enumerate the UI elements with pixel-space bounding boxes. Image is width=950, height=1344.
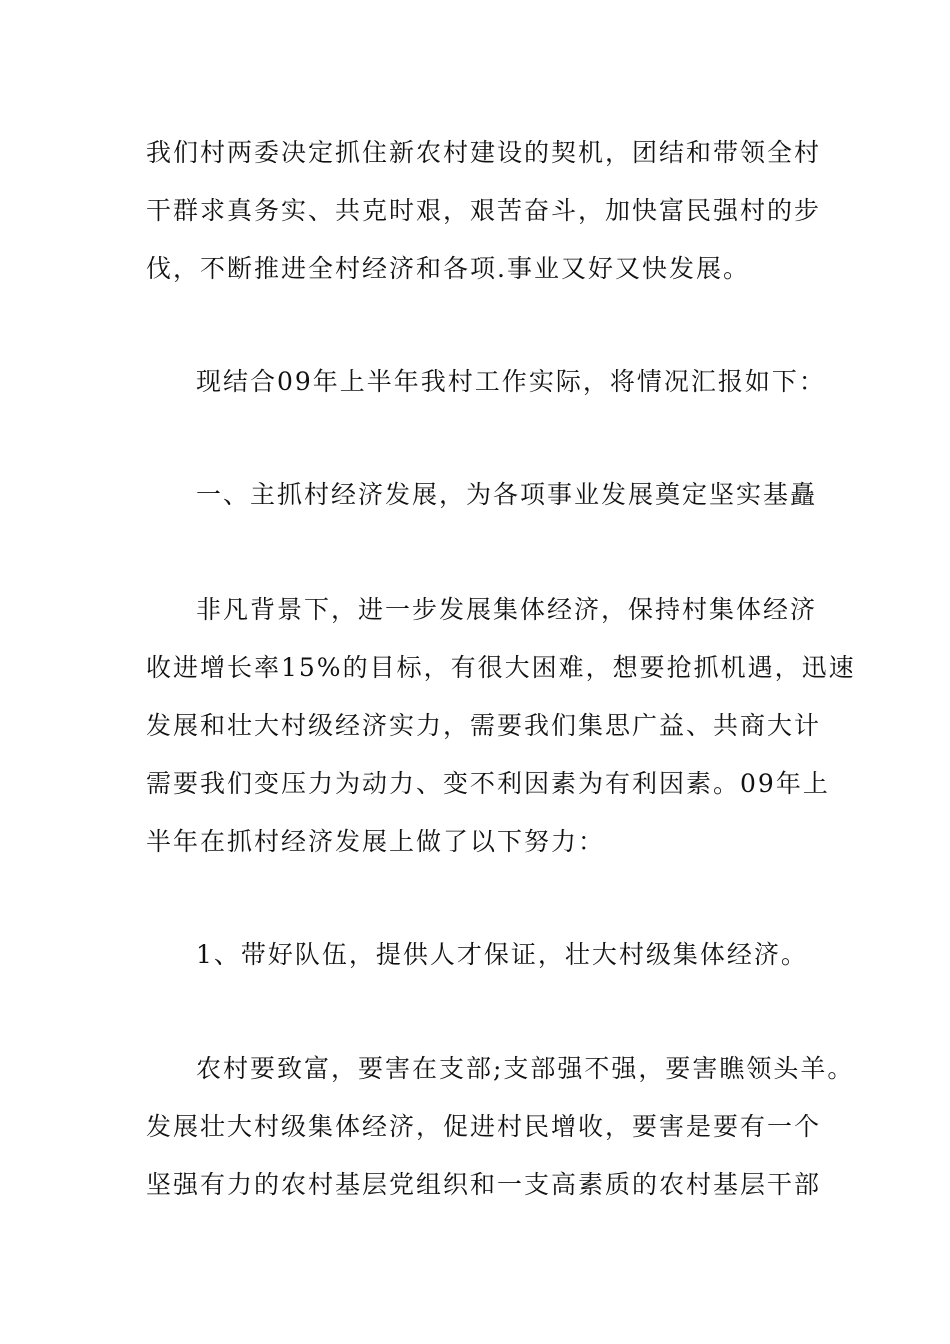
section-heading-2: 1、带好队伍，提供人才保证，壮大村级集体经济。 [196,940,808,969]
paragraph-1-line-1: 我们村两委决定抓住新农村建设的契机，团结和带领全村 [146,138,822,167]
paragraph-3-line-2: 收进增长率15%的目标，有很大困难，想要抢抓机遇，迅速 [146,653,856,682]
paragraph-4-line-3: 坚强有力的农村基层党组织和一支高素质的农村基层干部 [146,1170,822,1199]
paragraph-1-line-3: 伐，不断推进全村经济和各项.事业又好又快发展。 [146,254,750,283]
paragraph-3-line-1: 非凡背景下，进一步发展集体经济，保持村集体经济 [196,595,818,624]
paragraph-3-line-3: 发展和壮大村级经济实力，需要我们集思广益、共商大计 [146,711,822,740]
paragraph-4-line-1: 农村要致富，要害在支部;支部强不强，要害瞧领头羊。 [196,1054,855,1083]
paragraph-4-line-2: 发展壮大村级集体经济，促进村民增收，要害是要有一个 [146,1112,822,1141]
paragraph-1-line-2: 干群求真务实、共克时艰，艰苦奋斗，加快富民强村的步 [146,196,822,225]
paragraph-3-line-4: 需要我们变压力为动力、变不利因素为有利因素。09年上 [146,769,830,798]
paragraph-2: 现结合09年上半年我村工作实际，将情况汇报如下： [196,367,826,396]
section-heading-1: 一、主抓村经济发展，为各项事业发展奠定坚实基矗 [196,480,818,509]
paragraph-3-line-5: 半年在抓村经济发展上做了以下努力： [146,827,606,856]
